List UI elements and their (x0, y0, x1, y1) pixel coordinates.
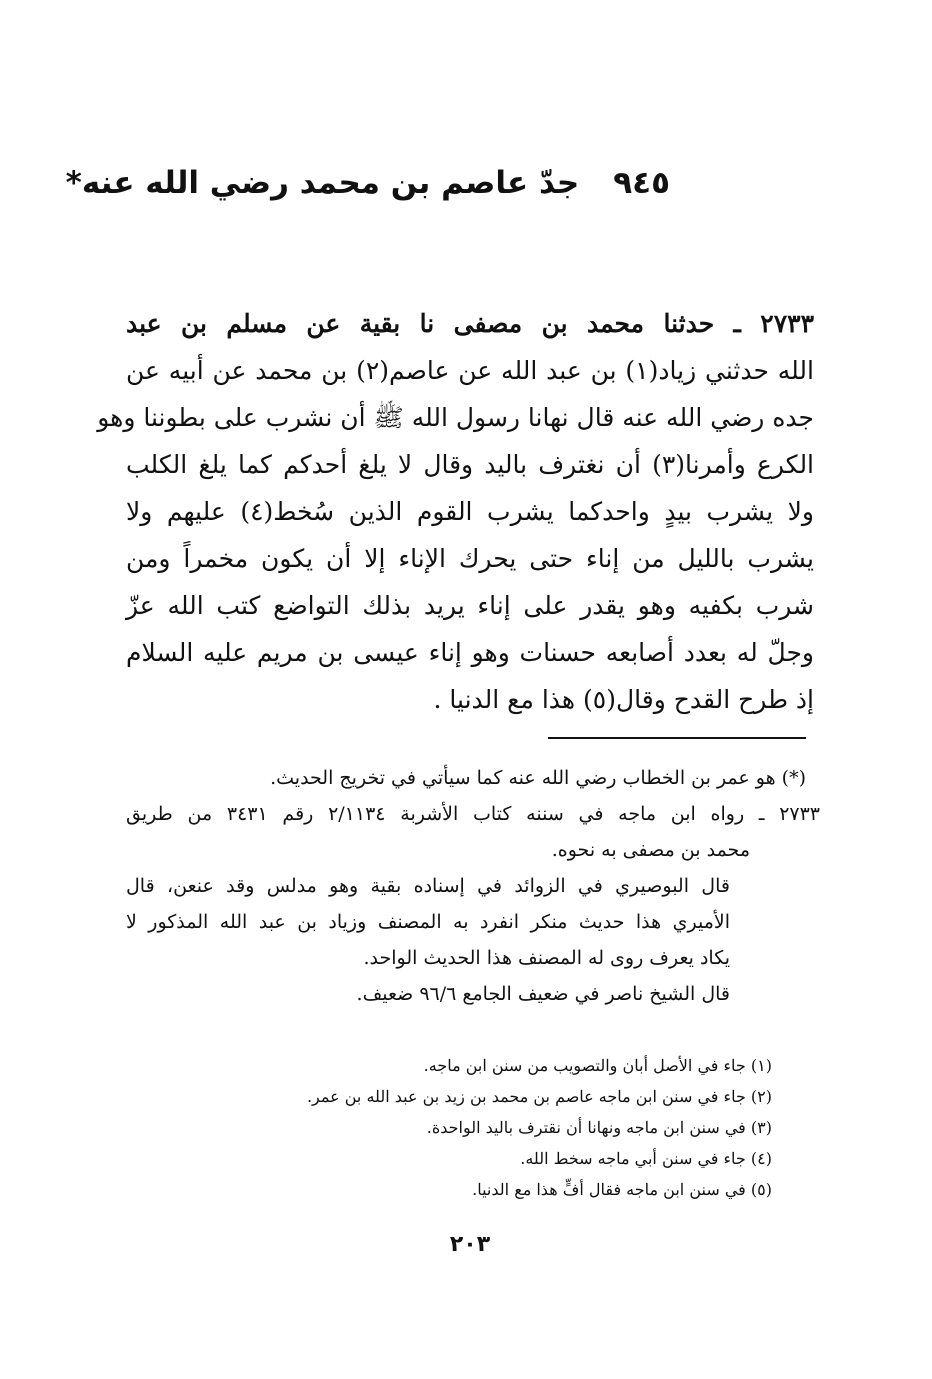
footnotes (200, 1050, 800, 1205)
star-note: (*) هو عمر بن الخطاب رضي الله عنه كما سيأتي في تخريج الحديث. (270, 767, 806, 789)
chapter-number: ٩٤٥ (613, 165, 670, 201)
hadith-text (97, 300, 815, 723)
footnote-item: (٤) جاء في سنن أبي ماجه سخط الله. (520, 1149, 772, 1168)
busiri-note: قال البوصيري في الزوائد في إسناده بقية وهو مدلس وقد عنعن، قال (126, 875, 730, 897)
hadith-line: يشرب بالليل من إناء حتى يحرك الإناء إلا أن يكون مخمراً ومن (126, 544, 814, 573)
commentary-notes (126, 760, 820, 1012)
footnote-item: (١) جاء في الأصل أبان والتصويب من سنن ابن ماجه. (423, 1056, 772, 1075)
hadith-line: وجلّ له بعدد أصابعه حسنات وهو إناء عيسى بن مريم عليه السلام (126, 638, 814, 667)
footnote-item: (٥) في سنن ابن ماجه فقال أفٍّ هذا مع الدنيا. (472, 1180, 772, 1199)
footnote-item: (٢) جاء في سنن ابن ماجه عاصم بن محمد بن زيد بن عبد الله بن عمر. (306, 1087, 772, 1106)
hadith-line: الكرع وأمرنا(٣) أن نغترف باليد وقال لا يلغ أحدكم كما يلغ الكلب (126, 450, 815, 479)
footnote-item: (٣) في سنن ابن ماجه ونهانا أن نقترف باليد الواحدة. (426, 1118, 772, 1137)
takhrij-note: ٢٧٣٣ ـ رواه ابن ماجه في سننه كتاب الأشربة ٢/١١٣٤ رقم ٣٤٣١ من طريق (126, 803, 821, 825)
busiri-note: الأميري هذا حديث منكر انفرد به المصنف وزياد بن عبد الله المذكور لا (126, 911, 730, 933)
busiri-note: يكاد يعرف روى له المصنف هذا الحديث الواحد. (363, 947, 730, 969)
hadith-line: شرب بكفيه وهو يقدر على إناء يريد بذلك التواضع كتب الله عزّ (126, 591, 814, 620)
page-number: ٢٠٣ (449, 1232, 491, 1257)
hadith-line: ٢٧٣٣ ـ حدثنا محمد بن مصفى نا بقية عن مسلم بن عبد (126, 309, 814, 338)
hadith-line: ولا يشرب بيدٍ واحدكما يشرب القوم الذين سُخط(٤) عليهم ولا (126, 497, 814, 526)
nasir-note: قال الشيخ ناصر في ضعيف الجامع ٩٦/٦ ضعيف. (356, 983, 730, 1005)
chapter-title: جدّ عاصم بن محمد رضي الله عنه* (65, 165, 580, 201)
hadith-line: جده رضي الله عنه قال نهانا رسول الله ﷺ أن نشرب على بطوننا وهو (97, 403, 814, 432)
separator-rule (548, 737, 806, 739)
chapter-heading (65, 158, 670, 208)
hadith-line: إذ طرح القدح وقال(٥) هذا مع الدنيا . (433, 685, 814, 714)
takhrij-note: محمد بن مصفى به نحوه. (551, 839, 750, 861)
hadith-line: الله حدثني زياد(١) بن عبد الله عن عاصم(٢) بن محمد عن أبيه عن (126, 356, 814, 385)
